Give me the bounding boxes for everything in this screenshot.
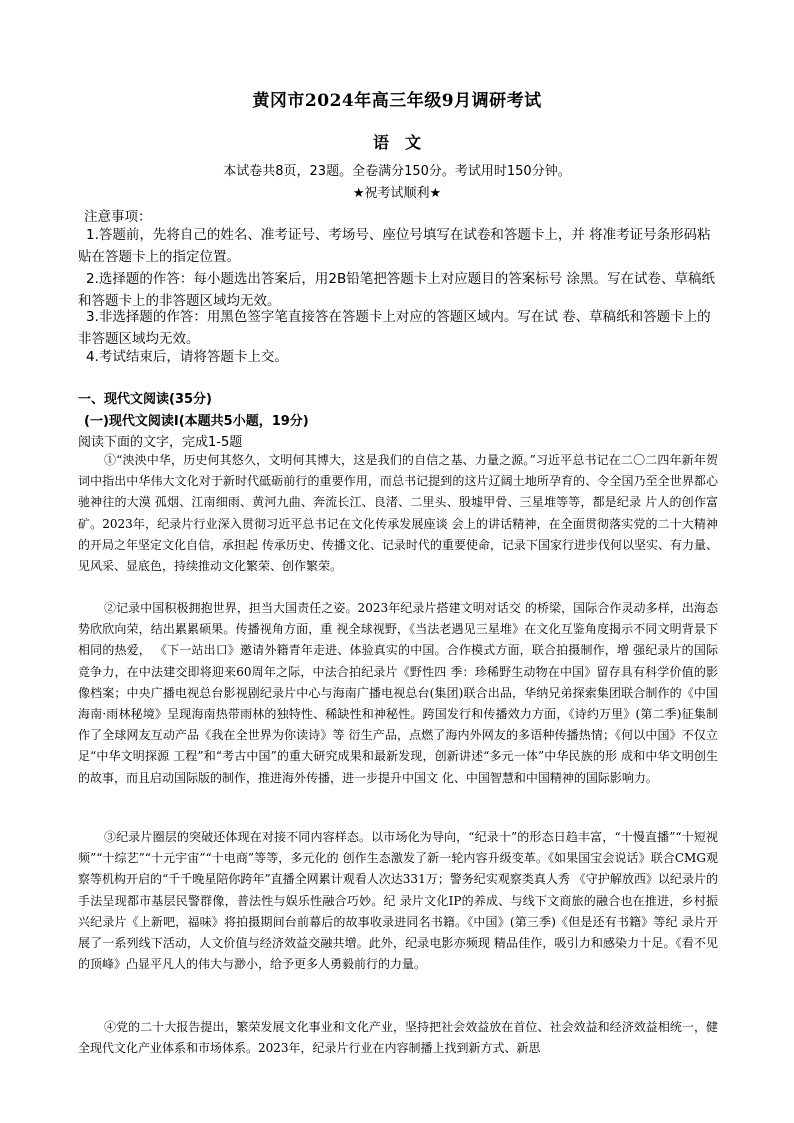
subsection-heading: (一)现代文阅读I(本题共5小题，19分) — [84, 414, 309, 429]
notice-item: 1.答题前，先将自己的姓名、准考证号、考场号、座位号填写在试卷和答题卡上，并 将准考证号条形码粘贴在答题卡上的指定位置。 — [78, 227, 711, 265]
notice-item: 3.非选择题的作答：用黑色签字笔直接答在答题卡上对应的答题区域内。写在试 卷、草稿纸和答题卡上的非答题区域均无效。 — [78, 309, 711, 347]
passage-paragraph: ③纪录片圈层的突破还体现在对接不同内容样态。以市场化为导向，“纪录十”的形态日趋丰富，“十慢直播”“十短视频”“十综艺”“十元宇宙”“十电商”等等，多元化的 创作生态激发了新一轮内容升级变革。《如果国宝会说话》联合CMG观察等机构开启的“千千晚星陪你跨年”直播全网累计观看人次达331万；警务纪实观察类真人秀 《守护解放西》以纪录片的手法呈现都市基层民警群像，普法性与娱乐性融合巧妙。纪 录片文化IP的养成、与线下文商旅的融合也在推进，乡村振兴纪录片《上新吧，福味》将拍摄期间台前幕后的故事收录进同名书籍。《中国》(第三季)《但是还有书籍》等纪 录片开展了一系列线下活动，人文价值与经济效益交融共增。此外，纪录电影亦频现 精品佳作，吸引力和感染力十足。《看不见的顶峰》凸显平凡人的伟大与渺小，给予更多人勇毅前行的力量。 — [78, 830, 718, 972]
section-heading: 一、现代文阅读(35分) — [78, 392, 212, 407]
subject-title: 语 文 — [372, 133, 421, 152]
passage-paragraph: ④党的二十大报告提出，繁荣发展文化事业和文化产业，坚持把社会效益放在首位、社会效益和经济效益相统一，健全现代文化产业体系和市场体系。2023年，纪录片行业在内容制播上找到新方式、新思 — [78, 1020, 718, 1056]
reading-instruction: 阅读下面的文字，完成1-5题 — [78, 435, 243, 450]
notice-item: 2.选择题的作答：每小题选出答案后，用2B铅笔把答题卡上对应题目的答案标号 涂黑。写在试卷、草稿纸和答题卡上的非答题区域均无效。 — [78, 271, 716, 309]
notice-item: 4.考试结束后，请将答题卡上交。 — [86, 349, 288, 365]
passage-paragraph: ②记录中国积极拥抱世界，担当大国责任之姿。2023年纪录片搭建文明对话交 的桥梁，国际合作灵动多样，出海态势欣欣向荣，结出累累硕果。传播视角方面，重 视全球视野，《当法老遇见三星堆》在文化互鉴角度揭示不同文明背景下相同的热爱， 《下一站出口》邀请外籍青年走进、体验真实的中国。合作模式方面，联合拍摄制作，增 强纪录片的国际竞争力，在中法建交即将迎来60周年之际，中法合拍纪录片《野性四 季：珍稀野生动物在中国》留存具有科学价值的影像档案；中央广播电视总台影视剧纪录片中心与海南广播电视总台(集团)联合出品，华纳兄弟探索集团联合制作的《中国 海南·雨林秘境》呈现海南热带雨林的独特性、稀缺性和神秘性。跨国发行和传播效力方面，《诗约万里》(第二季)征集制作了全球网友互动产品《我在全世界为你读诗》等 衍生产品，点燃了海内外网友的多语种传播热情；《何以中国》不仅立足“中华文明探源 工程”和“考古中国”的重大研究成果和最新发现，创新讲述“多元一体”中华民族的形 成和中华文明创生的故事，而且启动国际版的制作，推进海外传播，进一步提升中国文 化、中国智慧和中国精神的国际影响力。 — [78, 601, 718, 785]
exam-wish: ★祝考试顺利★ — [352, 186, 442, 201]
notice-heading: 注意事项： — [84, 209, 152, 225]
exam-meta: 本试卷共8页，23题。全卷满分150分。考试用时150分钟。 — [223, 164, 571, 179]
passage-paragraph: ①“泱泱中华，历史何其悠久，文明何其博大，这是我们的自信之基、力量之源。”习近平总书记在二〇二四年新年贺词中指出中华伟大文化对于新时代砥砺前行的重要作用，而总书记提到的这片辽阔土地所孕育的、令全国乃至全世界都心驰神往的大漠 孤烟、江南细雨、黄河九曲、奔流长江、良渚、二里头、殷墟甲骨、三星堆等等，都是纪录 片人的创作富矿。2023年，纪录片行业深入贯彻习近平总书记在文化传承发展座谈 会上的讲话精神，在全面贯彻落实党的二十大精神的开局之年坚定文化自信，承担起 传承历史、传播文化、记录时代的重要使命，记录下国家行进步伐何以坚实、有力量、见风采、显底色，持续推动文化繁荣、创作繁荣。 — [78, 453, 718, 574]
exam-title: 黄冈市2024年高三年级9月调研考试 — [252, 91, 542, 111]
